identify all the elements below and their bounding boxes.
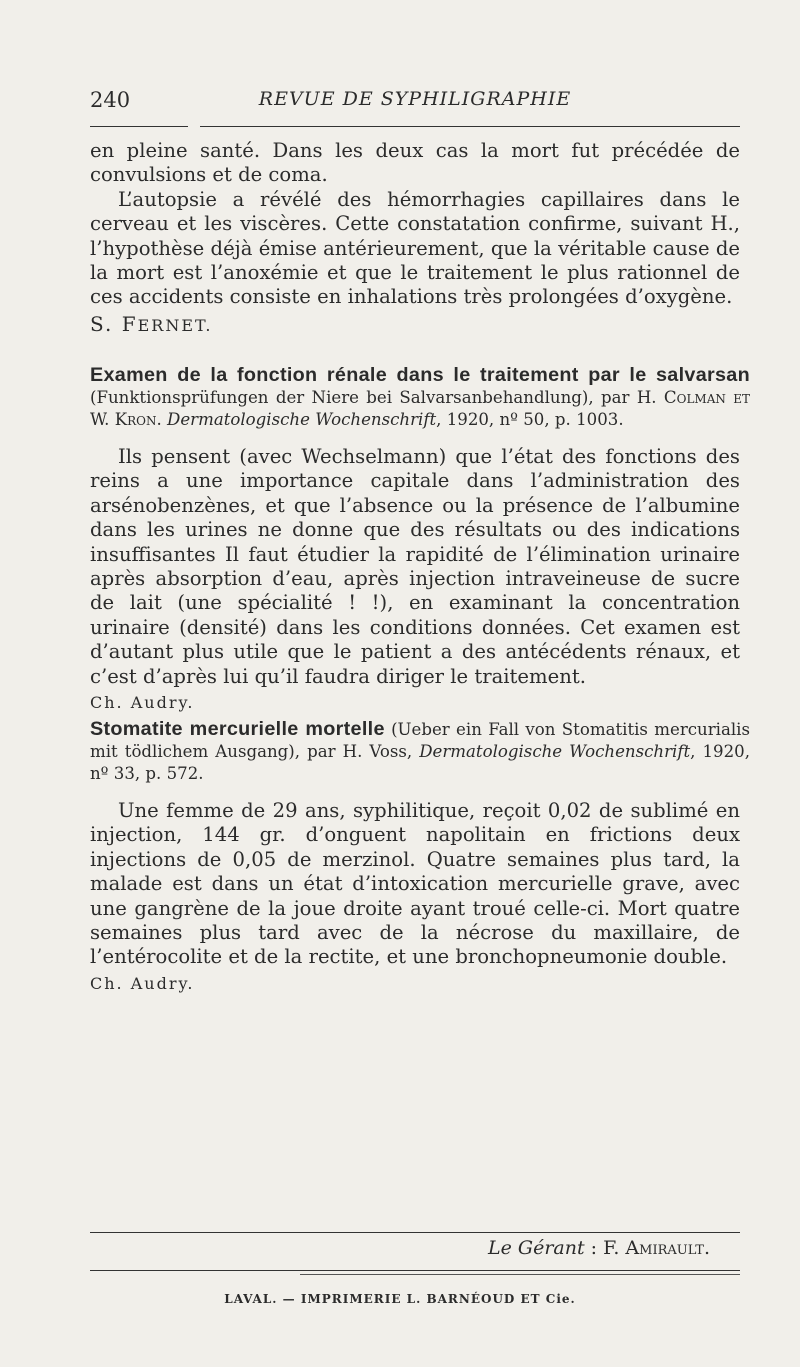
article-subtitle: (Funktionsprüfungen der Niere bei Salvarsanbehandlung), par H. (90, 388, 664, 407)
continuation-paragraph: L’autopsie a révélé des hémorrhagies capillaires dans le cerveau et les viscères. Cette constatation confirme, suivant H., l’hypothèse déjà émise antérieurement, que la véritable cause de la mort est l’anoxémie et que le traitement le plus rationnel de ces accidents consiste en inhalations très prolongées d’oxygène. (90, 187, 740, 309)
citation: , 1920, nº 33, p. 572. (90, 742, 750, 783)
article-paragraph: Une femme de 29 ans, syphilitique, reçoit 0,02 de sublimé en injection, 144 gr. d’onguent napolitain en frictions deux injections de 0,05 de merzinol. Quatre semaines plus tard, la malade est dans un état d’intoxication mercurielle grave, avec une gangrène de la joue droite ayant troué celle-ci. Mort quatre semaines plus tard avec de la nécrose du maxillaire, de l’entérocolite et de la rectite, et une bronchopneumonie double. (90, 799, 740, 969)
article-renal-function (90, 364, 750, 715)
article-heading (90, 364, 750, 431)
manager-label: Le Gérant (488, 1237, 585, 1259)
journal-name: Dermatologische Wochenschrift (419, 742, 691, 761)
article-subtitle: (Ueber ein Fall von Stomatitis mercurialis mit tödlichem Ausgang), par H. Voss, (90, 720, 750, 761)
footer-rule-thin (300, 1274, 740, 1275)
signature: Ch. Audry. (90, 693, 195, 713)
article-paragraph: Ils pensent (avec Wechselmann) que l’état des fonctions des reins a une importance capitale dans l’administration des arsénobenzènes, et que l’absence ou la présence de l’albumine dans les urines ne donne que des résultats ou des indications insuffisantes Il faut étudier la rapidité de l’élimination urinaire après absorption d’eau, après injection intraveineuse de sucre de lait (une spécialité ! !), en examinant la concentration urinaire (densité) dans les conditions données. Cet examen est d’autant plus utile que le patient a des antécédents rénaux, et c’est d’après lui qu’il faudra diriger le traitement. (90, 445, 740, 688)
article-title: Examen de la fonction rénale dans le traitement par le salvarsan (90, 364, 750, 386)
citation: , 1920, nº 50, p. 1003. (436, 410, 624, 429)
article-heading (90, 718, 750, 785)
header-rule-short (90, 126, 188, 127)
header-rule-long (200, 126, 740, 127)
signature: Ch. Audry. (90, 973, 195, 993)
printer-imprint: LAVAL. — IMPRIMERIE L. BARNÉOUD ET Cie. (224, 1292, 576, 1306)
signature-initial: S. F (90, 311, 138, 336)
previous-review-continuation (90, 139, 740, 338)
article-body (90, 445, 740, 715)
signature-rest: ERNET. (137, 315, 213, 335)
continuation-paragraph: en pleine santé. Dans les deux cas la mort fut précédée de convulsions et de coma. (90, 139, 740, 187)
page-header (90, 88, 740, 118)
article-authors: Colman et W. Kron. (90, 388, 750, 429)
footer-rule (90, 1270, 740, 1271)
manager-line (488, 1237, 710, 1259)
signature (90, 312, 740, 338)
page-number: 240 (90, 88, 131, 112)
journal-name: Dermatologische Wochenschrift (167, 410, 437, 429)
article-title: Stomatite mercurielle mortelle (90, 718, 385, 740)
running-title: REVUE DE SYPHILIGRAPHIE (258, 88, 572, 110)
manager-separator: : (584, 1237, 604, 1259)
article-body (90, 799, 740, 996)
footer-rule (90, 1232, 740, 1233)
manager-name: F. Amirault. (603, 1237, 710, 1259)
article-mercurial-stomatitis (90, 718, 750, 996)
